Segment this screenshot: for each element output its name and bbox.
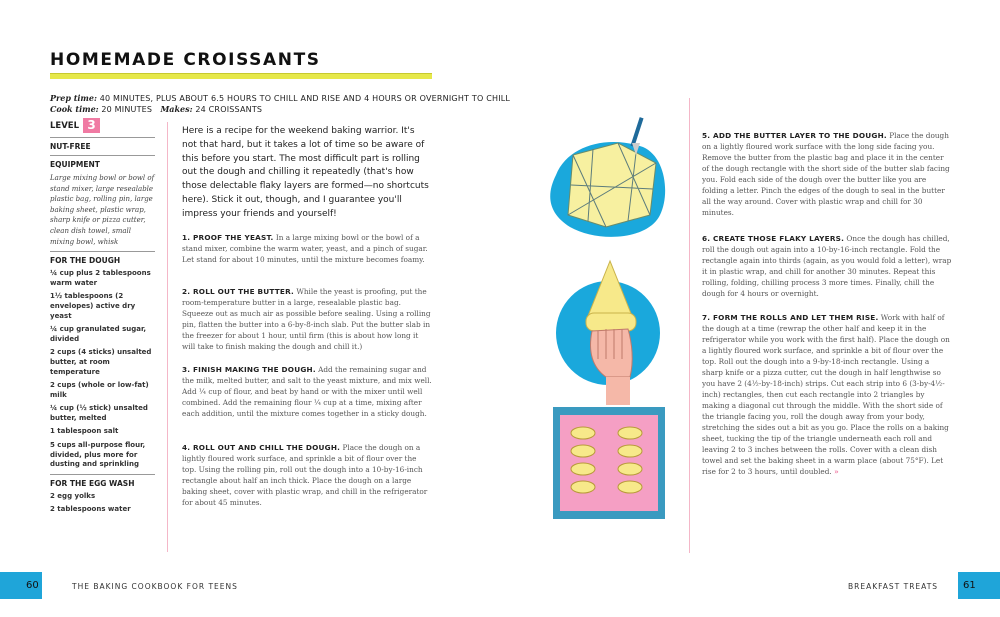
recipe-sidebar bbox=[50, 118, 155, 519]
step-body: Add the remaining sugar and the milk, melted butter, and salt to the yeast mixture, and mix well. Add ¼ cup of flour, and beat by hand or with the mixer until well combined. Add the remaining flour ¼ cup at a time, mixing after each addition, until the mixture comes together in a sticky dough. bbox=[182, 365, 432, 418]
step-7 bbox=[702, 312, 952, 477]
illustrations bbox=[548, 115, 668, 525]
level-badge: 3 bbox=[83, 118, 100, 133]
egg-wash-heading: FOR THE EGG WASH bbox=[50, 478, 135, 488]
sidebar-divider bbox=[50, 474, 155, 475]
ingredient: 2 egg yolks bbox=[50, 491, 96, 500]
step-heading: 2. ROLL OUT THE BUTTER. bbox=[182, 287, 295, 296]
column-divider bbox=[689, 98, 690, 553]
step-heading: 3. FINISH MAKING THE DOUGH. bbox=[182, 365, 316, 374]
step-4 bbox=[182, 442, 432, 508]
ingredient: ¼ cup granulated sugar, divided bbox=[50, 325, 147, 343]
nut-free-label: NUT-FREE bbox=[50, 142, 91, 151]
equipment-list: Large mixing bowl or bowl of stand mixer, large resealable plastic bag, rolling pin, large baking sheet, plastic wrap, sharp knife or pizza cutter, clean dish towel, small mixing bowl, whisk bbox=[50, 174, 155, 246]
cook-time-value: 20 MINUTES bbox=[101, 105, 153, 114]
intro-paragraph: Here is a recipe for the weekend baking warrior. It's not that hard, but it takes a lot of time so be aware of this before you start. The most difficult part is rolling out the dough and chilling it repeatedly (that's how those delectable flaky layers are formed—no shortcuts here). Stick it out, though, and I guarantee you'll impress your friends and yourself! bbox=[182, 126, 429, 219]
ingredient: 5 cups all-purpose flour, divided, plus more for dusting and sprinkling bbox=[50, 441, 146, 469]
cook-time-line bbox=[50, 104, 262, 114]
makes-label: Makes: bbox=[160, 104, 193, 114]
ingredient: ¼ cup plus 2 tablespoons warm water bbox=[50, 269, 151, 287]
ingredient: 1 tablespoon salt bbox=[50, 427, 119, 436]
step-6 bbox=[702, 233, 952, 299]
prep-time-line bbox=[50, 93, 510, 103]
left-footer-text: THE BAKING COOKBOOK FOR TEENS bbox=[72, 582, 238, 591]
step-3 bbox=[182, 364, 432, 419]
step-heading: 4. ROLL OUT AND CHILL THE DOUGH. bbox=[182, 443, 341, 452]
left-page-number: 60 bbox=[26, 580, 39, 591]
step-heading: 6. CREATE THOSE FLAKY LAYERS. bbox=[702, 234, 845, 243]
continue-arrow: » bbox=[834, 467, 839, 476]
sidebar-divider bbox=[50, 251, 155, 252]
equipment-heading: EQUIPMENT bbox=[50, 160, 100, 169]
ingredient: 2 tablespoons water bbox=[50, 505, 131, 514]
level-row bbox=[50, 118, 155, 133]
right-page-number: 61 bbox=[963, 580, 976, 591]
page-title: HOMEMADE CROISSANTS bbox=[50, 50, 321, 70]
step-heading: 7. FORM THE ROLLS AND LET THEM RISE. bbox=[702, 313, 879, 322]
ingredient: 2 cups (whole or low-fat) milk bbox=[50, 381, 149, 399]
croissants-on-baking-sheet-illustration bbox=[553, 407, 665, 519]
ingredient: ¼ cup (½ stick) unsalted butter, melted bbox=[50, 404, 148, 422]
step-body: Place the dough on a lightly floured work surface with the long side facing you. Remove the butter from the plastic bag and place it in the center of the dough rectangle with the short side of the butter slab facing you. Fold each side of the dough over the butter like you are folding a letter. Pinch the edges of the dough to seal in the butter all the way around. Cover with plastic wrap and chill for 30 minutes. bbox=[702, 131, 950, 217]
dough-heading: FOR THE DOUGH bbox=[50, 256, 121, 266]
column-divider bbox=[167, 122, 168, 552]
sidebar-divider bbox=[50, 137, 155, 138]
step-body: Work with half of the dough at a time (rewrap the other half and keep it in the refrigerator while you work with the first half). Place the dough on a lightly floured work surface, and sprinkle a bit of flour over the top. Roll out the dough into a 9-by-18-inch rectangle. Using a sharp knife or a pizza cutter, cut the dough in half lengthwise so you have 2 (4½-by-18-inch) strips. Cut each strip into 6 (3-by-4½-inch) rectangles, then cut each rectangle into 2 triangles by making a diagonal cut through the middle. With the short side of the triangle facing you, roll the dough away from your body, stretching the sides out a bit as you go. Place the rolls on a baking sheet, tucking the tip of the triangle underneath each roll and leaving 2 to 3 inches between the rolls. Cover with a clean dish towel and set the baking sheet in a warm place (about 75°F). Let rise for 2 to 3 hours, until doubled. bbox=[702, 313, 950, 476]
cutting-dough-triangles-illustration bbox=[550, 117, 665, 237]
step-heading: 1. PROOF THE YEAST. bbox=[182, 233, 274, 242]
sidebar-divider bbox=[50, 155, 155, 156]
step-body: Place the dough on a lightly floured work surface, and sprinkle a bit of flour over the top. Using the rolling pin, roll out the dough into a 10-by-16-inch rectangle about half an inch thick. Place the dough on a large baking sheet, cover with plastic wrap, and chill in the refrigerator for about 45 minutes. bbox=[182, 443, 428, 507]
title-underline bbox=[50, 74, 432, 79]
step-2 bbox=[182, 286, 432, 352]
step-heading: 5. ADD THE BUTTER LAYER TO THE DOUGH. bbox=[702, 131, 887, 140]
step-body: In a large mixing bowl or the bowl of a stand mixer, combine the warm water, yeast, and a pinch of sugar. Let stand for about 10 minutes, until the mixture becomes foamy. bbox=[182, 233, 428, 264]
prep-time-value: 40 MINUTES, PLUS ABOUT 6.5 HOURS TO CHILL AND RISE AND 4 HOURS OR OVERNIGHT TO CHILL bbox=[99, 94, 511, 103]
ingredient: 2 cups (4 sticks) unsalted butter, at room temperature bbox=[50, 348, 152, 376]
prep-time-label: Prep time: bbox=[50, 93, 97, 103]
level-label: LEVEL bbox=[50, 120, 80, 131]
step-1 bbox=[182, 232, 432, 265]
rolling-croissant-illustration bbox=[556, 261, 660, 405]
cook-time-label: Cook time: bbox=[50, 104, 99, 114]
step-5 bbox=[702, 130, 952, 218]
right-footer-text: BREAKFAST TREATS bbox=[848, 582, 939, 591]
ingredient: 1½ tablespoons (2 envelopes) active dry yeast bbox=[50, 292, 136, 320]
makes-value: 24 CROISSANTS bbox=[195, 105, 263, 114]
step-body: Once the dough has chilled, roll the dough out again into a 10-by-16-inch rectangle. Fold the rectangle again into thirds (again, as you would fold a letter), wrap it in plastic wrap, and chill for another 30 minutes. Repeat this rolling, folding, chilling process 3 more times. Finally, chill the dough for 4 hours or overnight. bbox=[702, 234, 952, 298]
step-body: While the yeast is proofing, put the room-temperature butter in a large, resealable plastic bag. Squeeze out as much air as possible before sealing. Using a rolling pin, flatten the butter into a 6-by-8-inch slab. Put the butter slab in the freezer for about 1 hour, until firm (this is about how long it will take to finish making the dough and chill it.) bbox=[182, 287, 431, 351]
